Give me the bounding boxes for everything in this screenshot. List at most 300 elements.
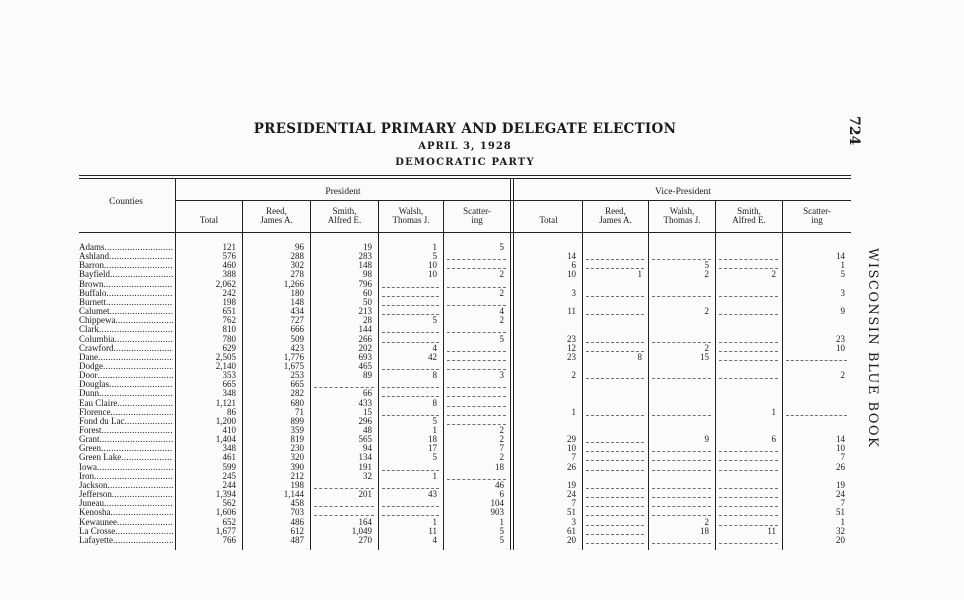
vote-cell: 1,677 [215,526,236,536]
county-label: Chippewa [79,316,116,325]
column-header [515,216,582,225]
county-label: Grant [79,435,100,444]
column-header-line1: Scatter- [803,206,831,216]
column-header-line2: Alfred E. [732,215,766,225]
vote-cell: 8 [432,370,437,380]
county-label: Dodge [79,362,103,371]
county-label: Crawford [79,344,114,353]
vote-cell: 26 [567,462,576,472]
vote-cell: 2 [771,269,776,279]
vote-cell: 2 [499,269,504,279]
county-name [79,298,173,307]
vote-cell: 10 [836,443,845,453]
empty-cell-leader [786,360,847,361]
empty-cell-leader [719,488,778,489]
vote-cell: 629 [222,343,236,353]
column-header-line2: ing [471,215,483,225]
header-bottom-rule [79,232,851,233]
county-label: Adams [79,243,105,252]
empty-cell-leader [382,296,439,297]
vote-cell: 390 [290,462,304,472]
vote-cell: 18 [700,526,709,536]
county-name [79,453,173,462]
county-name [79,261,173,270]
vote-cell: 89 [363,370,372,380]
vote-cell: 1,675 [283,361,304,371]
vote-cell: 23 [567,352,576,362]
column-header-line2: Total [539,215,558,225]
empty-cell-leader [786,415,847,416]
vote-cell: 6 [771,434,776,444]
vote-cell: 148 [290,297,304,307]
vote-cell: 5 [499,242,504,252]
vote-cell: 121 [222,242,236,252]
county-label: Fond du Lac [79,417,125,426]
empty-cell-leader [586,268,644,269]
page-number: 724 [846,116,862,146]
county-label: Door [79,371,98,380]
vote-cell: 6 [499,489,504,499]
vote-cell: 576 [222,251,236,261]
vote-cell: 10 [567,443,576,453]
county-name [79,444,173,453]
vote-cell: 3 [840,288,845,298]
vote-cell: 11 [428,526,437,536]
empty-cell-leader [719,314,778,315]
vote-cell: 19 [363,242,372,252]
vote-cell: 8 [432,398,437,408]
vote-cell: 9 [840,306,845,316]
column-header [176,216,242,225]
vote-cell: 191 [358,462,372,472]
vote-cell: 2 [499,452,504,462]
empty-cell-leader [382,470,439,471]
vote-cell: 1,200 [215,416,236,426]
top-rule-double [79,178,851,179]
empty-cell-leader [652,470,711,471]
vote-cell: 3 [499,370,504,380]
vote-cell: 6 [571,260,576,270]
vote-cell: 15 [700,352,709,362]
empty-cell-leader [314,515,374,516]
column-header-line2: Thomas J. [663,215,701,225]
county-label: Juneau [79,499,104,508]
empty-cell-leader [652,543,711,544]
county-name [79,325,173,334]
county-label: Florence [79,408,111,417]
vote-cell: 198 [290,480,304,490]
vote-cell: 288 [290,251,304,261]
vote-cell: 5 [499,526,504,536]
vote-cell: 652 [222,517,236,527]
empty-cell-leader [382,342,439,343]
vote-cell: 61 [567,526,576,536]
vote-cell: 18 [495,462,504,472]
vote-cell: 348 [222,443,236,453]
column-header-line2: Thomas J. [392,215,430,225]
vote-cell: 212 [290,471,304,481]
vote-cell: 283 [358,251,372,261]
empty-cell-leader [719,351,778,352]
vote-cell: 434 [290,306,304,316]
county-label: Iron [79,472,94,481]
county-name [79,463,173,472]
counties-header: Counties [109,197,143,207]
vote-cell: 1 [432,517,437,527]
empty-cell-leader [447,424,506,425]
vote-cell: 2 [499,315,504,325]
vote-cell: 14 [836,434,845,444]
vote-cell: 12 [567,343,576,353]
vote-cell: 460 [222,260,236,270]
vote-cell: 7 [571,498,576,508]
county-label: Calumet [79,307,110,316]
empty-cell-leader [447,351,506,352]
county-name [79,252,173,261]
empty-cell-leader [447,259,506,260]
vote-cell: 48 [363,425,372,435]
empty-cell-leader [382,287,439,288]
empty-cell-leader [586,488,644,489]
vote-cell: 2 [499,288,504,298]
county-name [79,426,173,435]
empty-cell-leader [719,506,778,507]
empty-cell-leader [719,543,778,544]
vote-cell: 819 [290,434,304,444]
county-name [79,307,173,316]
empty-cell-leader [447,360,506,361]
empty-cell-leader [652,378,711,379]
column-rule [715,201,716,550]
county-name [79,280,173,289]
empty-cell-leader [586,460,644,461]
vote-cell: 94 [363,443,372,453]
book-title: WISCONSIN BLUE BOOK [865,248,880,449]
vote-cell: 71 [295,407,304,417]
vote-cell: 14 [836,251,845,261]
vote-cell: 1,121 [215,398,236,408]
vote-cell: 7 [571,452,576,462]
vote-cell: 465 [358,361,372,371]
county-label: Douglas [79,380,109,389]
vote-cell: 20 [836,535,845,545]
county-name [79,270,173,279]
empty-cell-leader [382,305,439,306]
empty-cell-leader [719,296,778,297]
column-header-line1: Smith, [332,206,357,216]
vote-cell: 29 [567,434,576,444]
vote-cell: 244 [222,480,236,490]
vote-cell: 1,606 [215,507,236,517]
vote-cell: 1 [432,242,437,252]
vote-cell: 10 [567,269,576,279]
empty-cell-leader [719,497,778,498]
election-date: APRIL 3, 1928 [418,141,512,152]
column-header-line2: James A. [599,215,632,225]
vote-cell: 1,776 [283,352,304,362]
county-name [79,243,173,252]
empty-cell-leader [447,369,506,370]
vote-cell: 164 [358,517,372,527]
empty-cell-leader [652,506,711,507]
vote-cell: 46 [495,480,504,490]
vote-cell: 1 [840,517,845,527]
empty-cell-leader [447,387,506,388]
vote-cell: 18 [428,434,437,444]
vote-cell: 2 [840,370,845,380]
vote-cell: 10 [836,343,845,353]
vote-cell: 270 [358,535,372,545]
vote-cell: 810 [222,324,236,334]
county-name [79,380,173,389]
empty-cell-leader [447,287,506,288]
vote-cell: 26 [836,462,845,472]
vote-cell: 899 [290,416,304,426]
vote-cell: 353 [222,370,236,380]
county-name [79,472,173,481]
column-header [243,207,310,225]
county-label: Ashland [79,252,109,261]
vote-cell: 348 [222,388,236,398]
empty-cell-leader [719,460,778,461]
county-name [79,518,173,527]
column-header-line1: Scatter- [463,206,491,216]
empty-cell-leader [586,442,644,443]
empty-cell-leader [382,332,439,333]
vote-cell: 666 [290,324,304,334]
vote-cell: 388 [222,269,236,279]
column-header [649,207,715,225]
column-header [716,207,782,225]
county-name [79,435,173,444]
county-label: Dunn [79,389,99,398]
vote-cell: 703 [290,507,304,517]
vote-cell: 1 [571,407,576,417]
document-title: PRESIDENTIAL PRIMARY AND DELEGATE ELECTION [253,121,677,137]
top-rule [79,175,851,176]
vote-cell: 727 [290,315,304,325]
vote-cell: 5 [432,315,437,325]
empty-cell-leader [719,360,778,361]
vote-cell: 3 [571,288,576,298]
vote-cell: 66 [363,388,372,398]
vote-cell: 15 [363,407,372,417]
empty-cell-leader [382,369,439,370]
empty-cell-leader [382,387,439,388]
empty-cell-leader [652,415,711,416]
vote-cell: 14 [567,251,576,261]
vote-cell: 148 [358,260,372,270]
vote-cell: 28 [363,315,372,325]
vote-cell: 1,144 [283,489,304,499]
column-header-line2: James A. [260,215,293,225]
vote-cell: 2,062 [215,279,236,289]
vote-cell: 23 [836,334,845,344]
county-label: Clark [79,325,99,334]
column-header-line1: Reed, [266,206,287,216]
vote-cell: 202 [358,343,372,353]
column-rule [582,201,583,550]
vote-cell: 51 [567,507,576,517]
vote-cell: 693 [358,352,372,362]
vote-cell: 96 [295,242,304,252]
empty-cell-leader [382,515,439,516]
column-header-line2: Total [199,215,219,225]
president-header: President [325,187,361,197]
vote-cell: 20 [567,535,576,545]
vote-cell: 230 [290,443,304,453]
column-header-line1: Walsh, [669,206,695,216]
empty-cell-leader [586,470,644,471]
county-name [79,481,173,490]
county-name [79,362,173,371]
vote-cell: 1,049 [351,526,372,536]
vote-cell: 4 [432,535,437,545]
vote-cell: 2 [499,434,504,444]
vote-cell: 4 [499,306,504,316]
vote-cell: 32 [836,526,845,536]
county-name [79,344,173,353]
vote-cell: 11 [567,306,576,316]
empty-cell-leader [652,342,711,343]
column-header-line1: Smith, [737,206,761,216]
column-header [783,207,851,225]
vote-cell: 2 [704,306,709,316]
empty-cell-leader [719,515,778,516]
empty-cell-leader [382,415,439,416]
vote-cell: 680 [290,398,304,408]
county-name [79,536,173,545]
county-name [79,389,173,398]
vote-cell: 278 [290,269,304,279]
column-header-line2: ing [811,215,823,225]
empty-cell-leader [382,396,439,397]
empty-cell-leader [719,378,778,379]
empty-cell-leader [719,470,778,471]
empty-cell-leader [447,332,506,333]
vote-cell: 4 [432,343,437,353]
vote-cell: 144 [358,324,372,334]
county-label: Bayfield [79,270,110,279]
vote-cell: 5 [432,416,437,426]
column-rule [648,201,649,550]
vote-cell: 104 [490,498,504,508]
county-name [79,508,173,517]
vote-cell: 9 [704,434,709,444]
empty-cell-leader [447,396,506,397]
vote-cell: 11 [767,526,776,536]
vote-cell: 1 [637,269,642,279]
empty-cell-leader [719,342,778,343]
vote-cell: 17 [428,443,437,453]
vote-cell: 458 [290,498,304,508]
empty-cell-leader [586,415,644,416]
vote-cell: 1,266 [283,279,304,289]
vote-cell: 5 [432,452,437,462]
section-rule [510,179,511,550]
vote-cell: 213 [358,306,372,316]
vote-cell: 19 [836,480,845,490]
empty-cell-leader [719,268,778,269]
vote-cell: 612 [290,526,304,536]
county-label: Kenosha [79,508,111,517]
county-name [79,527,173,536]
empty-cell-leader [586,534,644,535]
empty-cell-leader [586,497,644,498]
empty-cell-leader [447,415,506,416]
empty-cell-leader [652,460,711,461]
vote-cell: 565 [358,434,372,444]
county-label: Burnett [79,298,106,307]
empty-cell-leader [447,406,506,407]
column-header [379,207,443,225]
empty-cell-leader [447,305,506,306]
vote-cell: 7 [840,452,845,462]
vote-cell: 410 [222,425,236,435]
vote-cell: 562 [222,498,236,508]
vote-cell: 134 [358,452,372,462]
vote-cell: 10 [428,269,437,279]
vote-cell: 302 [290,260,304,270]
county-name [79,490,173,499]
vote-cell: 1 [840,260,845,270]
vote-cell: 903 [490,507,504,517]
vote-cell: 359 [290,425,304,435]
vote-cell: 19 [567,480,576,490]
vote-cell: 5 [499,535,504,545]
empty-cell-leader [586,351,644,352]
vote-cell: 266 [358,334,372,344]
column-header-line2: Alfred E. [327,215,362,225]
vote-cell: 7 [840,498,845,508]
vote-cell: 24 [836,489,845,499]
county-name [79,335,173,344]
vote-cell: 201 [358,489,372,499]
empty-cell-leader [586,525,644,526]
vote-cell: 1 [499,517,504,527]
vote-cell: 2 [499,425,504,435]
vote-cell: 5 [840,269,845,279]
vote-cell: 487 [290,535,304,545]
column-header [311,207,378,225]
column-header [444,207,510,225]
vote-cell: 1,394 [215,489,236,499]
empty-cell-leader [652,451,711,452]
empty-cell-leader [652,497,711,498]
empty-cell-leader [586,543,644,544]
vote-cell: 486 [290,517,304,527]
vote-cell: 599 [222,462,236,472]
vote-cell: 1 [432,425,437,435]
county-name [79,499,173,508]
empty-cell-leader [586,296,644,297]
county-label: Jefferson [79,490,112,499]
county-name [79,353,173,362]
vote-cell: 766 [222,535,236,545]
vote-cell: 2 [571,370,576,380]
empty-cell-leader [447,268,506,269]
county-label: Iowa [79,463,97,472]
empty-cell-leader [652,296,711,297]
vote-cell: 2,505 [215,352,236,362]
vote-cell: 780 [222,334,236,344]
vote-cell: 665 [222,379,236,389]
vote-cell: 23 [567,334,576,344]
vote-cell: 42 [428,352,437,362]
vote-cell: 98 [363,269,372,279]
vote-cell: 651 [222,306,236,316]
vote-cell: 762 [222,315,236,325]
